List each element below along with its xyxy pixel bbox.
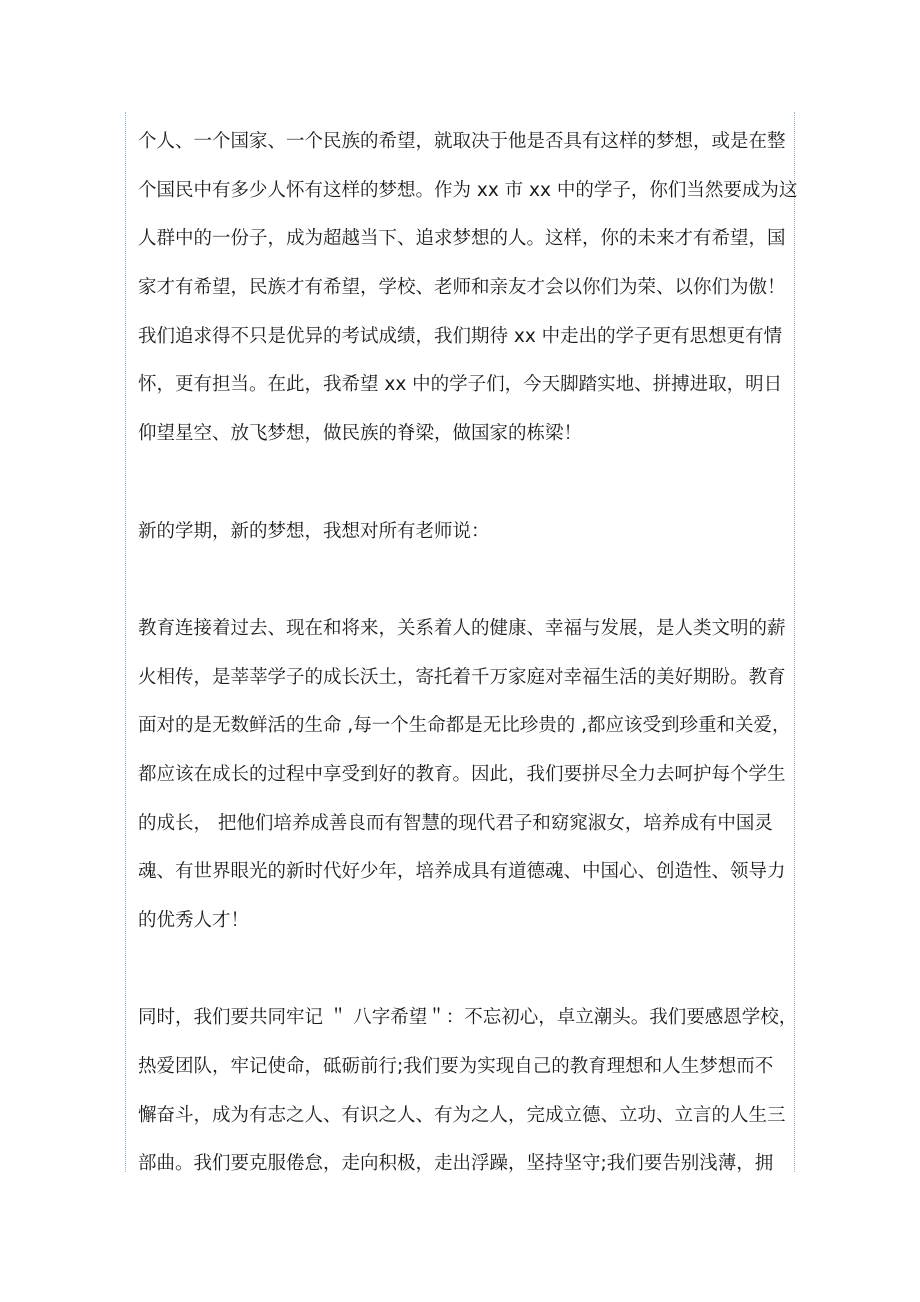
text-line: 都应该在成长的过程中享受到好的教育。因此，我们要拼尽全力去呵护每个学生: [138, 763, 786, 785]
text-line: 个国民中有多少人怀有这样的梦想。作为 xx 市 xx 中的学子，你们当然要成为这: [138, 179, 798, 201]
text-line: 我们追求得不只是优异的考试成绩，我们期待 xx 中走出的学子更有思想更有情: [138, 325, 783, 347]
paragraph-gap: [138, 459, 793, 508]
paragraph-gap: [138, 556, 793, 605]
left-margin-line: [125, 112, 126, 1172]
text-line: 的优秀人才！: [138, 910, 250, 931]
text-line: 仰望星空、放飞梦想，做民族的脊梁，做国家的栋梁！: [138, 423, 583, 445]
text-line: 火相传，是莘莘学子的成长沃土，寄托着千万家庭对幸福生活的美好期盼。教育: [138, 666, 786, 688]
paragraph-gap: [138, 946, 793, 995]
text-line: 同时，我们要共同牢记 ＂ 八字希望＂：不忘初心，卓立潮头。我们要感恩学校，: [138, 1007, 798, 1029]
text-line: 个人、一个国家、一个民族的希望，就取决于他是否具有这样的梦想，或是在整: [138, 131, 786, 152]
text-line: 家才有希望，民族才有希望，学校、老师和亲友才会以你们为荣、以你们为傲！: [138, 277, 786, 299]
text-line: 人群中的一份子，成为超越当下、追求梦想的人。这样，你的未来才有希望，国: [138, 228, 786, 250]
text-line: 面对的是无数鲜活的生命 ,每一个生命都是无比珍贵的 ,都应该受到珍重和关爱，: [138, 715, 791, 737]
text-line: 懈奋斗，成为有志之人、有识之人、有为之人，完成立德、立功、立言的人生三: [138, 1104, 786, 1126]
text-line: 怀，更有担当。在此，我希望 xx 中的学子们，今天脚踏实地、拼搏进取，明日: [138, 374, 783, 396]
text-line: 魂、有世界眼光的新时代好少年，培养成具有道德魂、中国心、创造性、领导力: [138, 861, 786, 883]
text-line: 的成长， 把他们培养成善良而有智慧的现代君子和窈窕淑女，培养成有中国灵: [138, 812, 773, 834]
text-line: 部曲。我们要克服倦怠，走向积极，走出浮躁，坚持坚守;我们要告别浅薄，拥: [138, 1153, 774, 1175]
text-line: 热爱团队，牢记使命，砥砺前行;我们要为实现自己的教育理想和人生梦想而不: [138, 1056, 774, 1078]
text-line: 新的学期，新的梦想，我想对所有老师说：: [138, 520, 490, 542]
text-line: 教育连接着过去、现在和将来，关系着人的健康、幸福与发展，是人类文明的薪: [138, 617, 786, 639]
document-body: [138, 118, 798, 1189]
